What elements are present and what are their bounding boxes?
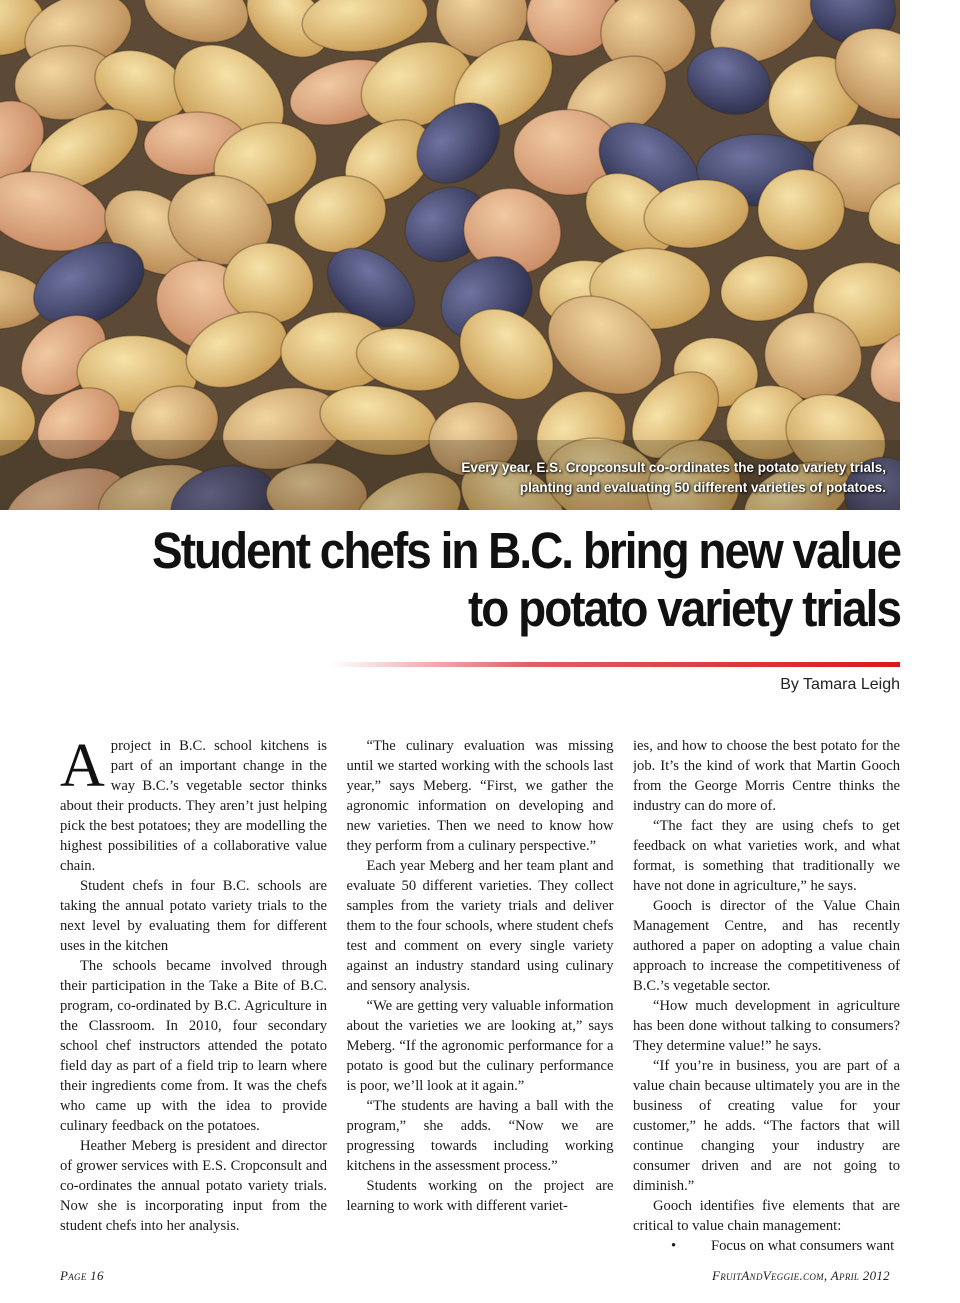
paragraph: “How much development in agriculture has been done without talking to consumers? They determine value!” he says. <box>633 998 900 1054</box>
column-1 <box>60 736 327 1258</box>
headline-line-1: Student chefs in B.C. bring new value <box>152 522 901 579</box>
article-body <box>60 736 900 1258</box>
paragraph: Aproject in B.C. school kitchens is part of an important change in the way B.C.’s vegetable sector thinks about their products. They aren’t just helping pick the best potatoes; they are modelling the highest possibilities of a collaborative value chain. <box>60 736 327 874</box>
paragraph: ies, and how to choose the best potato for the job. It’s the kind of work that Martin Gooch from the George Morris Centre thinks the industry can do more of. <box>633 738 900 814</box>
bullet-item <box>633 1236 900 1256</box>
column-2 <box>347 736 614 1258</box>
caption-line-2: planting and evaluating 50 different varieties of potatoes. <box>519 480 886 495</box>
byline: By Tamara Leigh <box>780 676 900 693</box>
headline-line-2: to potato variety trials <box>468 580 900 637</box>
potatoes-illustration <box>0 0 900 510</box>
publication-date: FruitAndVeggie.com, April 2012 <box>711 1268 890 1283</box>
bullet-icon: • <box>671 1238 677 1254</box>
paragraph: “The fact they are using chefs to get feedback on what varieties work, and what format, is something that traditionally we have not done in agriculture,” he says. <box>633 818 900 894</box>
photo-caption <box>326 458 886 498</box>
page-number: Page 16 <box>60 1268 104 1283</box>
column-3 <box>633 736 900 1258</box>
paragraph: “The culinary evaluation was missing until we started working with the schools last year,” says Meberg. “First, we gather the agronomic information on developing and new varieties. Then we need to know how they perform from a culinary perspective.” <box>346 738 614 854</box>
paragraph: Gooch identifies five elements that are critical to value chain management: <box>633 1198 900 1234</box>
paragraph: The schools became involved through their participation in the Take a Bite of B.C. program, co-ordinated by B.C. Agriculture in the Classroom. In 2010, four secondary school chef instructors attended the potato field day as part of a field trip to learn where their ingredients come from. It was the chefs who came up with the idea to provide culinary feedback on the potatoes. <box>60 958 327 1134</box>
paragraph: Student chefs in four B.C. schools are taking the annual potato variety trials to the next level by evaluating them for different uses in the kitchen <box>60 878 327 954</box>
paragraph: Students working on the project are learning to work with different variet- <box>346 1178 614 1214</box>
red-divider-rule <box>330 662 900 667</box>
paragraph: Gooch is director of the Value Chain Management Centre, and has recently authored a paper on adopting a value chain approach to increase the competitiveness of B.C.’s vegetable sector. <box>633 898 900 994</box>
drop-cap: A <box>60 736 105 800</box>
paragraph: “We are getting very valuable information about the varieties we are looking at,” says Meberg. “If the agronomic performance for a potato is good but the culinary performance is poor, we’ll look at it again.” <box>346 998 614 1094</box>
hero-photo <box>0 0 900 510</box>
article-headline <box>144 522 900 638</box>
bullet-text: Focus on what consumers want <box>711 1238 895 1254</box>
paragraph: Each year Meberg and her team plant and evaluate 50 different varieties. They collect samples from the variety trials and deliver them to the four schools, where student chefs test and comment on every single variety against an industry standard using culinary and sensory analysis. <box>346 858 614 994</box>
paragraph: “The students are having a ball with the program,” she adds. “Now we are progressing towards including working kitchens in the assessment process.” <box>346 1098 614 1174</box>
paragraph: “If you’re in business, you are part of a value chain because ultimately you are in the business of creating value for your customer,” he adds. “The factors that will continue changing your industry are consumer driven and are not going to diminish.” <box>633 1058 900 1194</box>
paragraph: Heather Meberg is president and director of grower services with E.S. Cropconsult and co-ordinates the annual potato variety trials. Now she is incorporating input from the student chefs into her analysis. <box>60 1138 327 1234</box>
caption-line-1: Every year, E.S. Cropconsult co-ordinates the potato variety trials, <box>461 460 886 475</box>
